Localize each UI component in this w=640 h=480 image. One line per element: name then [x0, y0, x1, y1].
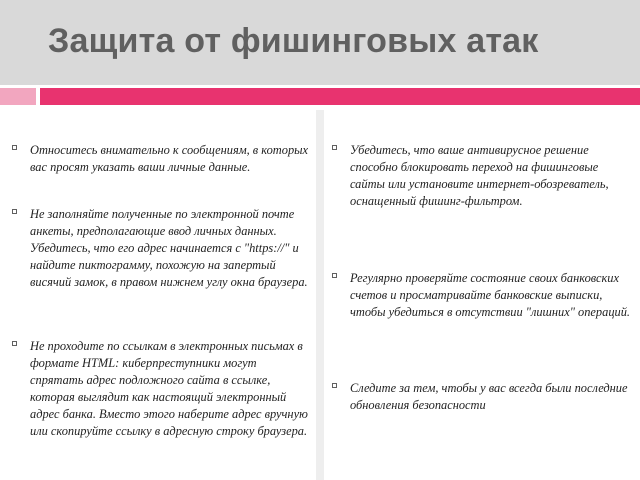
- accent-band: [40, 88, 640, 105]
- bullet-item: [332, 380, 632, 414]
- bullet-text: Не заполняйте полученные по электронной почте анкеты, предполагающие ввод личных данных. Убедитесь, что его адрес начинается с "https://" и найдите пиктограмму, похожую на запертый висячий замок, в правом нижнем углу окна браузера.: [30, 207, 308, 289]
- square-bullet-icon: [332, 273, 337, 278]
- title-bar: [0, 0, 640, 85]
- bullet-item: [12, 142, 312, 176]
- accent-band-short: [0, 88, 36, 105]
- bullet-item: [332, 270, 632, 321]
- square-bullet-icon: [332, 383, 337, 388]
- bullet-text: Регулярно проверяйте состояние своих банковских счетов и просматривайте банковские выписки, чтобы убедиться в отсутствии "лишних" операций.: [350, 271, 630, 319]
- bullet-text: Относитесь внимательно к сообщениям, в которых вас просят указать ваши личные данные.: [30, 143, 309, 174]
- bullet-text: Следите за тем, чтобы у вас всегда были последние обновления безопасности: [350, 381, 628, 412]
- square-bullet-icon: [332, 145, 337, 150]
- bullet-text: Убедитесь, что ваше антивирусное решение способно блокировать переход на фишинговые сайты или установите интернет-обозреватель, оснащенный фишинг-фильтром.: [350, 143, 609, 208]
- square-bullet-icon: [12, 209, 17, 214]
- square-bullet-icon: [12, 341, 17, 346]
- bullet-text: Не проходите по ссылкам в электронных письмах в формате HTML: киберпреступники могут спрятать адрес подложного сайта в ссылке, которая выглядит как настоящий электронный адрес банка. Вместо этого наберите адрес вручную или скопируйте ссылку в адресную строку браузера.: [30, 339, 308, 438]
- column-divider: [316, 110, 324, 480]
- bullet-item: [12, 206, 312, 291]
- bullet-item: [12, 338, 312, 440]
- square-bullet-icon: [12, 145, 17, 150]
- bullet-item: [332, 142, 632, 210]
- slide-title: Защита от фишинговых атак: [48, 22, 539, 60]
